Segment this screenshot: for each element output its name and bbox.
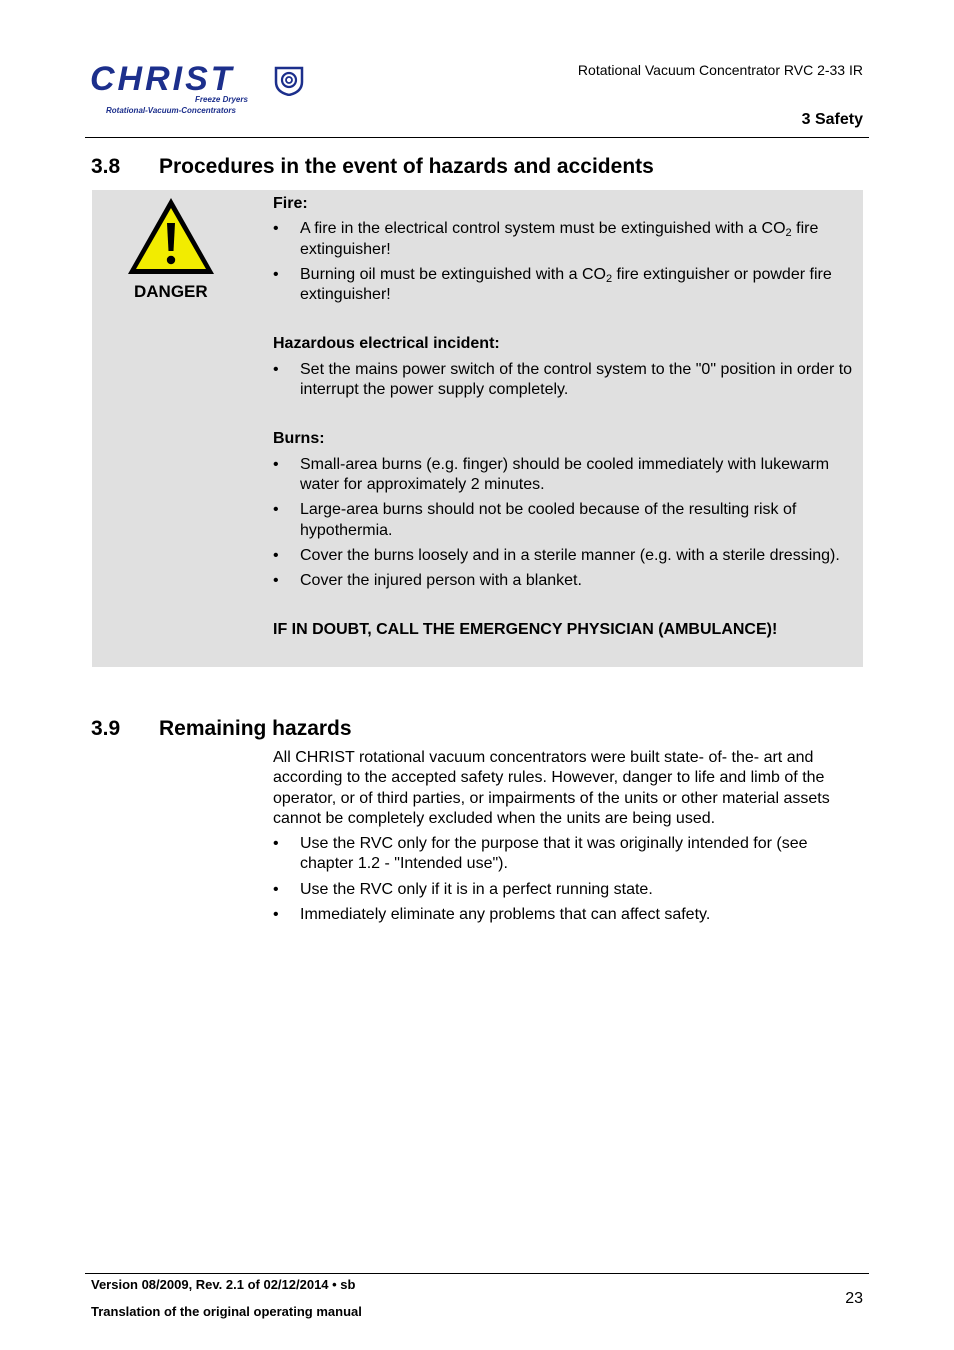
burns-list [273,455,863,592]
chapter-label: 3 Safety [801,111,863,128]
electrical-list [273,360,863,401]
list-item: • Cover the burns loosely and in a sterile manner (e.g. with a sterile dressing). [273,546,863,566]
footer-rule [85,1273,869,1274]
logo-subtitle-freeze-dryers: Freeze Dryers [195,95,248,104]
list-item: • Use the RVC only for the purpose that it was originally intended for (see chapter 1.2 - "Intended use"). [273,834,863,875]
section-title: Procedures in the event of hazards and accidents [159,155,654,178]
warning-triangle-icon [125,195,217,277]
danger-content [273,194,863,641]
document-title: Rotational Vacuum Concentrator RVC 2-33 IR [577,62,863,78]
list-item: • Use the RVC only if it is in a perfect running state. [273,880,863,900]
fire-list [273,219,863,305]
list-item: • Small-area burns (e.g. finger) should be cooled immediately with lukewarm water for approximately 2 minutes. [273,455,863,496]
remaining-hazards-content [273,748,863,925]
footer-version: Version 08/2009, Rev. 2.1 of 02/12/2014 • sb [91,1277,356,1292]
fire-heading: Fire: [273,195,308,212]
list-item: • Immediately eliminate any problems that can affect safety. [273,905,863,925]
remaining-hazards-list [273,834,863,925]
page-number: 23 [845,1290,863,1307]
list-item: • Large-area burns should not be cooled because of the resulting risk of hypothermia. [273,500,863,541]
header-rule [85,137,869,138]
christ-logo [90,62,320,118]
danger-label: DANGER [134,282,208,301]
svg-text:CHRIST: CHRIST [90,62,235,96]
section-number: 3.9 [91,717,121,740]
list-item: • Set the mains power switch of the control system to the "0" position in order to interrupt the power supply completely. [273,360,863,401]
spiral-logo-icon [276,68,302,95]
list-item: • Cover the injured person with a blanket. [273,571,863,591]
christ-logo-wordmark [90,62,320,96]
list-item: • A fire in the electrical control system must be extinguished with a $CO_2$ fire extinguisher! [273,219,863,260]
footer-translation-note: Translation of the original operating manual [91,1304,362,1319]
emergency-notice: IF IN DOUBT, CALL THE EMERGENCY PHYSICIAN (AMBULANCE)! [273,621,778,639]
logo-subtitle-rvc: Rotational-Vacuum-Concentrators [106,106,236,115]
electrical-heading: Hazardous electrical incident: [273,335,500,353]
section-number: 3.8 [91,155,121,178]
burns-heading: Burns: [273,430,325,448]
list-item: • Burning oil must be extinguished with a $CO_2$ fire extinguisher or powder fire extinguisher! [273,265,863,306]
remaining-hazards-paragraph: All CHRIST rotational vacuum concentrators were built state- of- the- art and according to the accepted safety rules. However, danger to life and limb of the operator, or of third parties, or impairments of the units or other material assets cannot be completely excluded when the units are being used. [273,749,830,827]
section-title: Remaining hazards [159,717,352,740]
